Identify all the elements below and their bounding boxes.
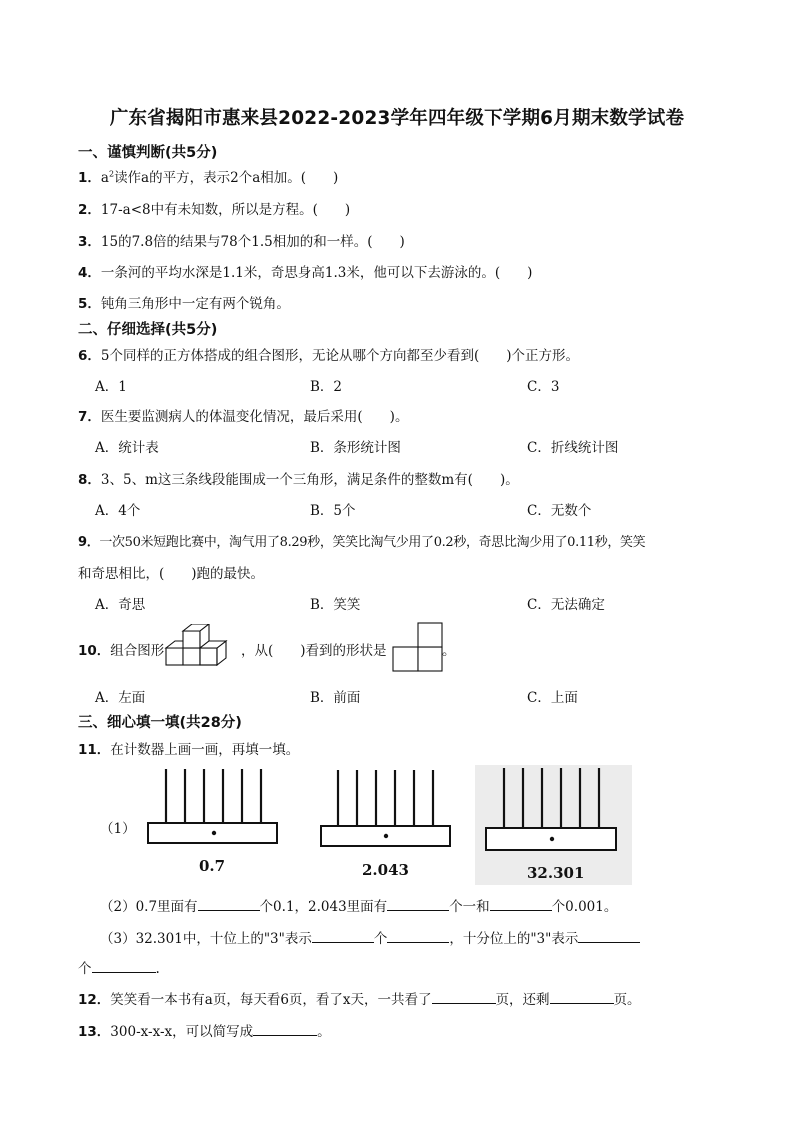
- question-text: 在计数器上画一画，再填一填。: [110, 742, 300, 758]
- question-number: 3．: [78, 234, 101, 250]
- question-number: 10．: [78, 643, 111, 659]
- abacus-1-label: 0.7: [199, 857, 226, 875]
- option-b[interactable]: B．2: [310, 379, 343, 395]
- question-text: 个0.001。: [551, 899, 618, 915]
- option-a[interactable]: A．1: [95, 379, 127, 395]
- question-text: ，十分位上的"3"表示: [449, 931, 579, 947]
- question-number: 1．: [78, 170, 101, 186]
- answer-blank[interactable]: [432, 989, 496, 1004]
- question-10: [78, 639, 164, 659]
- question-number: 9．: [78, 535, 100, 550]
- question-text: 一次50米短跑比赛中，淘气用了8.29秒，笑笑比淘气少用了0.2秒，奇思比淘少用了0.11秒，笑笑: [99, 535, 646, 550]
- question-text: 读作a的平方，表示2个a相加。( ): [114, 170, 339, 186]
- question-number: 8．: [78, 472, 101, 488]
- option-a[interactable]: A．左面: [95, 690, 146, 706]
- question-9-line-1: [78, 531, 645, 550]
- answer-blank[interactable]: [198, 896, 260, 911]
- question-text: 3、5、m这三条线段能围成一个三角形，满足条件的整数m有( )。: [100, 472, 519, 488]
- question-text: 5个同样的正方体搭成的组合图形，无论从哪个方向都至少看到( )个正方形。: [100, 348, 580, 364]
- question-2: [78, 198, 350, 218]
- section-2-heading: 二、仔细选择(共5分): [78, 322, 218, 338]
- question-text: ，从( )看到的形状是: [241, 643, 387, 659]
- question-11-part-3: [100, 927, 640, 947]
- question-number: 2．: [78, 202, 101, 218]
- question-text: a: [100, 170, 109, 186]
- question-13: [78, 1020, 331, 1040]
- question-7: [78, 405, 408, 425]
- answer-blank[interactable]: [92, 958, 156, 973]
- option-b[interactable]: B．条形统计图: [310, 440, 401, 456]
- question-text: 钝角三角形中一定有两个锐角。: [100, 296, 290, 312]
- option-a[interactable]: A．统计表: [95, 440, 159, 456]
- question-number: 4．: [78, 265, 101, 281]
- superscript: 2: [108, 169, 115, 179]
- question-text: 300-x-x-x，可以简写成: [110, 1024, 254, 1040]
- answer-blank[interactable]: [550, 989, 614, 1004]
- question-number: 6．: [78, 348, 101, 364]
- answer-blank[interactable]: [312, 928, 374, 943]
- question-1: [78, 166, 338, 186]
- page-title: 广东省揭阳市惠来县2022-2023学年四年级下学期6月期末数学试卷: [109, 108, 685, 129]
- question-text: 组合图形: [110, 643, 165, 659]
- question-text: 个一和: [449, 899, 490, 915]
- question-text: 个: [78, 961, 92, 977]
- question-11-part-3-cont: [78, 957, 160, 977]
- question-text: 。: [442, 643, 456, 659]
- cube-composite-figure: [163, 624, 239, 670]
- question-number: 5．: [78, 296, 101, 312]
- option-b[interactable]: B．前面: [310, 690, 361, 706]
- section-1-heading: 一、谨慎判断(共5分): [78, 145, 218, 161]
- question-text: 15的7.8倍的结果与78个1.5相加的和一样。( ): [100, 234, 405, 250]
- answer-blank[interactable]: [387, 928, 449, 943]
- abacus-2-label: 2.043: [362, 861, 409, 879]
- view-shape-figure: [392, 622, 444, 672]
- question-text: 医生要监测病人的体温变化情况，最后采用( )。: [100, 409, 409, 425]
- abacus-3-label: 32.301: [527, 864, 585, 882]
- question-8: [78, 468, 519, 488]
- subpart-1-label: （1）: [100, 821, 136, 837]
- abacus-3[interactable]: [482, 766, 622, 878]
- question-9-line-2: 和奇思相比，( )跑的最快。: [78, 566, 265, 582]
- question-text: 一条河的平均水深是1.1米，奇思身高1.3米，他可以下去游泳的。( ): [100, 265, 533, 281]
- option-a[interactable]: A．奇思: [95, 597, 146, 613]
- option-b[interactable]: B．5个: [310, 503, 356, 519]
- answer-blank[interactable]: [578, 928, 640, 943]
- option-c[interactable]: C．3: [527, 379, 560, 395]
- question-number: 11．: [78, 742, 111, 758]
- question-3: [78, 230, 405, 250]
- answer-blank[interactable]: [490, 896, 552, 911]
- option-c[interactable]: C．折线统计图: [527, 440, 619, 456]
- section-3-heading: 三、细心填一填(共28分): [78, 715, 242, 731]
- question-5: [78, 292, 290, 312]
- option-c[interactable]: C．无数个: [527, 503, 592, 519]
- question-text: .: [155, 961, 160, 977]
- question-number: 13．: [78, 1024, 111, 1040]
- question-text: 页，还剩: [495, 992, 550, 1008]
- question-6: [78, 344, 579, 364]
- question-text: 17-a<8中有未知数，所以是方程。( ): [100, 202, 351, 218]
- option-c[interactable]: C．上面: [527, 690, 578, 706]
- question-text: 个: [373, 931, 388, 947]
- question-4: [78, 261, 532, 281]
- option-b[interactable]: B．笑笑: [310, 597, 361, 613]
- question-11-part-2: [100, 895, 617, 915]
- question-11: [78, 738, 299, 758]
- answer-blank[interactable]: [253, 1021, 317, 1036]
- option-c[interactable]: C．无法确定: [527, 597, 605, 613]
- question-text: （3）32.301中，十位上的"3"表示: [100, 931, 312, 947]
- question-number: 7．: [78, 409, 101, 425]
- question-12: [78, 988, 641, 1008]
- answer-blank[interactable]: [387, 896, 449, 911]
- question-text: 笑笑看一本书有a页，每天看6页，看了x天，一共看了: [110, 992, 432, 1008]
- question-text: 个0.1，2.043里面有: [259, 899, 388, 915]
- question-text: （2）0.7里面有: [100, 899, 198, 915]
- question-text: 。: [317, 1024, 331, 1040]
- option-a[interactable]: A．4个: [95, 503, 141, 519]
- question-number: 12．: [78, 992, 111, 1008]
- question-text: 页。: [613, 992, 641, 1008]
